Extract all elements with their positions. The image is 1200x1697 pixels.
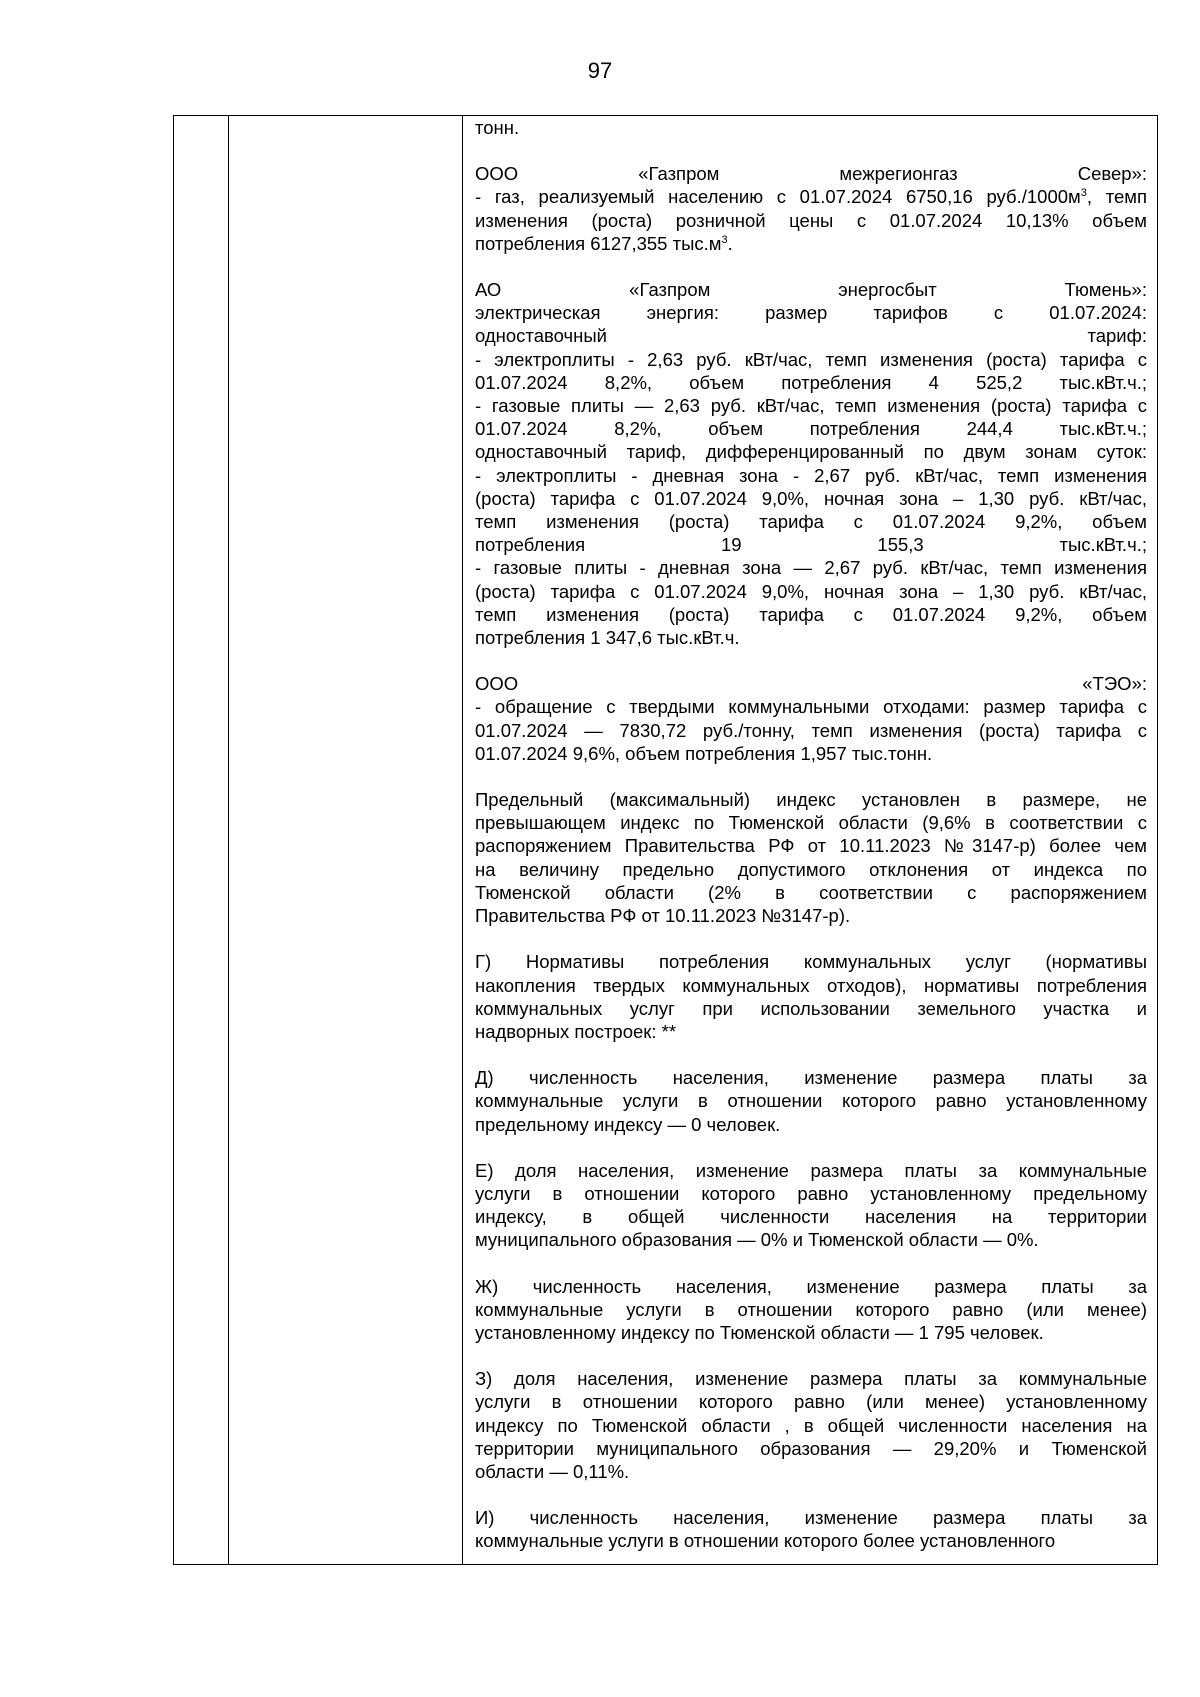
text-line: ООО «Газпром межрегионгаз Север»:	[475, 163, 1147, 185]
text-line: потребления 6127,355 $тыс.м^3$.	[475, 232, 733, 254]
text-line: муниципального образования — 0% и Тюменской области — 0%.	[475, 1229, 1039, 1251]
text-line: потребления 1 347,6 тыс.кВт.ч.	[475, 627, 740, 649]
table-column-number	[174, 116, 229, 1564]
text-line: 01.07.2024 8,2%, объем потребления 4 525,2 тыс.кВт.ч.;	[475, 371, 1147, 393]
text-line: коммунальные услуги в отношении которого равно установленному	[475, 1090, 1147, 1112]
text-paragraph	[475, 116, 1147, 139]
text-paragraph	[475, 1066, 1147, 1136]
text-line: (роста) тарифа с 01.07.2024 9,0%, ночная зона – 1,30 руб. кВт/час,	[475, 580, 1147, 602]
text-line: - газовые плиты — 2,63 руб. кВт/час, темп изменения (роста) тарифа с	[475, 395, 1147, 417]
text-paragraph	[475, 162, 1147, 255]
text-line: ООО «ТЭО»:	[475, 673, 1147, 695]
text-line: З) доля населения, изменение размера платы за коммунальные	[475, 1368, 1147, 1390]
document-table	[173, 115, 1158, 1565]
text-line: надворных построек: **	[475, 1020, 677, 1042]
text-line: - обращение с твердыми коммунальными отходами: размер тарифа с	[475, 696, 1147, 718]
text-line: Д) численность населения, изменение размера платы за	[475, 1067, 1147, 1089]
superscript: 3	[1080, 187, 1087, 200]
text-paragraph	[475, 1275, 1147, 1345]
text-line: распоряжением Правительства РФ от 10.11.2023 №3147-р) более чем	[475, 835, 1147, 857]
text-paragraph	[475, 1506, 1147, 1552]
text-line: 01.07.2024 — 7830,72 руб./тонну, темп изменения (роста) тарифа с	[475, 719, 1147, 741]
text-line: услуги в отношении которого равно установленному предельному	[475, 1182, 1147, 1204]
text-line: коммунальные услуги в отношении которого равно (или менее)	[475, 1298, 1147, 1320]
text-line: одноставочный тариф, дифференцированный по двум зонам суток:	[475, 441, 1147, 463]
text-paragraph	[475, 950, 1147, 1043]
table-column-content	[463, 116, 1157, 1564]
text-line: превышающем индекс по Тюменской области (9,6% в соответствии с	[475, 812, 1147, 834]
text-paragraph	[475, 672, 1147, 765]
text-line: территории муниципального образования — 29,20% и Тюменской	[475, 1437, 1147, 1459]
text-line: темп изменения (роста) тарифа с 01.07.2024 9,2%, объем	[475, 603, 1147, 625]
text-line: - газовые плиты - дневная зона — 2,67 руб. кВт/час, темп изменения	[475, 557, 1147, 579]
text-line: Правительства РФ от 10.11.2023 №3147-р).	[475, 905, 851, 927]
text-line: И) численность населения, изменение размера платы за	[475, 1507, 1147, 1529]
text-paragraph	[475, 278, 1147, 649]
text-line: Ж) численность населения, изменение размера платы за	[475, 1275, 1147, 1297]
text-line: темп изменения (роста) тарифа с 01.07.2024 9,2%, объем	[475, 511, 1147, 533]
text-line: области — 0,11%.	[475, 1460, 630, 1482]
text-line: тонн.	[475, 117, 520, 138]
text-line: предельному индексу — 0 человек.	[475, 1113, 781, 1135]
text-line: Тюменской области (2% в соответствии с распоряжением	[475, 881, 1147, 903]
text-line: 01.07.2024 8,2%, объем потребления 244,4 тыс.кВт.ч.;	[475, 418, 1147, 440]
text-line: изменения (роста) розничной цены с 01.07.2024 10,13% объем	[475, 209, 1147, 231]
text-line: на величину предельно допустимого отклонения от индекса по	[475, 858, 1147, 880]
text-paragraph	[475, 1159, 1147, 1252]
text-line: Е) доля населения, изменение размера платы за коммунальные	[475, 1159, 1147, 1181]
text-line: услуги в отношении которого равно (или менее) установленному	[475, 1391, 1147, 1413]
text-line: электрическая энергия: размер тарифов с 01.07.2024:	[475, 302, 1147, 324]
text-paragraph	[475, 788, 1147, 927]
text-tail: .	[727, 232, 733, 254]
text-paragraph	[475, 1367, 1147, 1483]
text-line: индексу, в общей численности населения на территории	[475, 1206, 1147, 1228]
text-line: - электроплиты - дневная зона - 2,67 руб. кВт/час, темп изменения	[475, 464, 1147, 486]
text-line: - электроплиты - 2,63 руб. кВт/час, темп изменения (роста) тарифа с	[475, 348, 1147, 370]
text-line: потребления 19 155,3 тыс.кВт.ч.;	[475, 534, 1147, 556]
text-line: (роста) тарифа с 01.07.2024 9,0%, ночная зона – 1,30 руб. кВт/час,	[475, 487, 1147, 509]
text-line: 01.07.2024 9,6%, объем потребления 1,957 тыс.тонн.	[475, 742, 933, 764]
text-line: - газ, реализуемый населению с 01.07.2024 6750,16 $руб./1000м^3$, темп	[475, 186, 1148, 208]
text-tail: , темп	[1086, 186, 1148, 208]
text-line: Предельный (максимальный) индекс установлен в размере, не	[475, 789, 1147, 811]
text-line: АО «Газпром энергосбыт Тюмень»:	[475, 279, 1147, 301]
text-line: одноставочный тариф:	[475, 325, 1147, 347]
superscript: 3	[721, 233, 728, 246]
table-column-name	[229, 116, 463, 1564]
text-line: индексу по Тюменской области , в общей численности населения на	[475, 1414, 1147, 1436]
text-line: коммунальных услуг при использовании земельного участка и	[475, 997, 1147, 1019]
text-line: Г) Нормативы потребления коммунальных услуг (нормативы	[475, 951, 1147, 973]
text-line: установленному индексу по Тюменской области — 1 795 человек.	[475, 1321, 1044, 1343]
text-line: накопления твердых коммунальных отходов), нормативы потребления	[475, 974, 1147, 996]
text-line: коммунальные услуги в отношении которого более установленного	[475, 1530, 1056, 1552]
page-number: 97	[587, 58, 613, 83]
